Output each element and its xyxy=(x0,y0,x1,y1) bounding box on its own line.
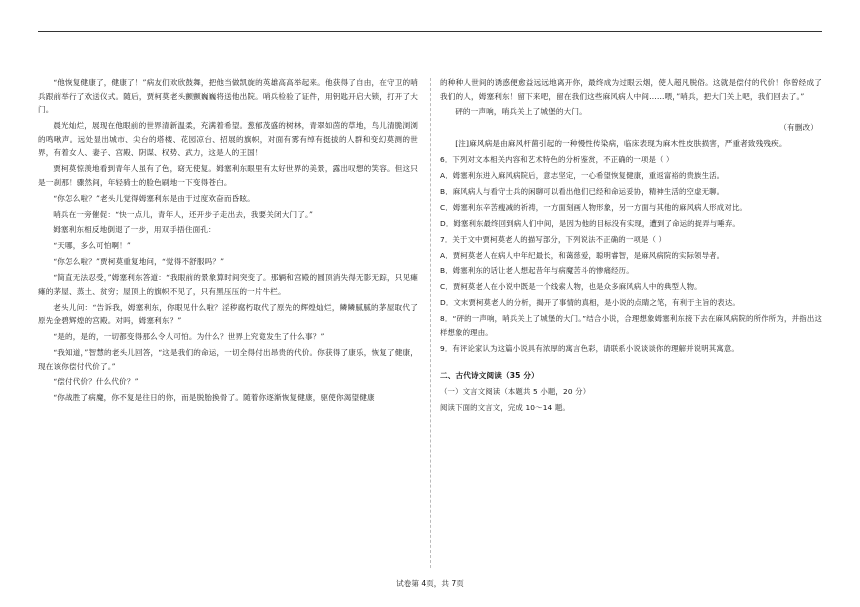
column-divider xyxy=(430,78,431,568)
question-6-stem: 6．下列对文本相关内容和艺术特色的分析鉴赏，不正确的一项是（ ） xyxy=(440,155,674,165)
question-9: 9．有评论家认为这篇小说具有浓厚的寓言色彩，请联系小说谈谈你的理解并说明其寓意。 xyxy=(440,343,739,353)
question-7-option-b: B．姆塞利东的话让老人想起昔年与病魔苦斗的惨痛经历。 xyxy=(440,266,634,276)
question-7-stem: 7．关于文中贾柯莫老人的描写部分，下列说法不正确的一项是（ ） xyxy=(440,234,667,244)
page-footer: 试卷第 4页，共 7页 xyxy=(396,579,464,588)
paragraph: “你战胜了病魔，你不复是往日的你，而是脱胎换骨了。随着你逐渐恢复健康，驱使你渴望健康 xyxy=(53,393,375,403)
question-6-option-c: C．姆塞利东辛苦瘦减的祈祷，一方面刻画人物形象，另一方面与其他的麻风病人形成对比。 xyxy=(440,202,747,212)
paragraph: “简直无法忍受，”姆塞利东答道：“我眼前的景象算时间突变了。那辆和宫殿的圆顶消失得无影无踪，只见瘫瘫的茅屋、蒸土、贫穷；屋顶上的旗帜不见了，只有黑压压的一片牛栏。 xyxy=(38,273,418,296)
question-6-option-b: B．麻风病人与看守士兵的闲聊可以看出他们已经和命运妥协，精神生活的空虚无聊。 xyxy=(440,186,725,196)
paragraph: “你怎么啦？”贾柯莫重复地问，“觉得不舒服吗？” xyxy=(53,257,225,267)
question-7-option-c: C．贾柯莫老人在小说中既是一个线索人物，也是众多麻风病人中的典型人物。 xyxy=(440,282,702,292)
question-6-option-d: D．姆塞利东最终回到病人们中间，是因为他的目标没有实现，遭到了命运的捉弄与唾弃。 xyxy=(440,218,740,228)
header-rule xyxy=(38,31,822,32)
footnote: [注]麻风病是由麻风杆菌引起的一种慢性传染病，临床表现为麻木性皮肤损害，严重者致残残疾。 xyxy=(455,139,787,149)
section-title: 二、古代诗文阅读（35 分） xyxy=(440,371,539,381)
paragraph: “他恢复健康了，健康了！”病友们欢欣鼓舞，把他当做凯旋的英雄高高举起来。他获得了自由，在守卫的哨兵跟前举行了欢送仪式。随后，贾柯莫老头颤颤巍巍将送他出院。哨兵检验了证件，用钥匙开启大锁，打开了大门。 xyxy=(38,78,418,115)
paragraph: 的种种人世间的诱惑便愈益远远地离开你，最终成为过眼云烟，使人超凡脱俗。这就是偿付的代价！你曾经成了我们的人，姆塞利东！留下来吧，留在我们这些麻风病人中间……喂，”哨兵，把大门关上吧，我们回去了。” xyxy=(440,78,822,101)
paragraph: “我知道，”智慧的老头儿回答，“这是我们的命运，一切全得付出昂贵的代价。你获得了康乐，恢复了健康，现在该你偿付代价了。” xyxy=(38,347,418,371)
left-column xyxy=(38,76,418,407)
paragraph: 砰的一声响，哨兵关上了城堡的大门。 xyxy=(455,107,587,117)
question-6-option-a: A．姆塞利东进入麻风病院后，意志坚定，一心希望恢复健康，重返富裕的贵族生活。 xyxy=(440,171,725,181)
paragraph: “天哪，多么可怕啊！” xyxy=(53,241,131,251)
paragraph: 贾柯莫惊羡地看到青年人虽有了色，窈无使复。姆塞利东眼里有太好世界的美景，露出叹想的笑容。但这只是一刹那！骤然间，年轻骑士的脸色刷地一下变得苍白。 xyxy=(38,164,418,187)
paragraph: 哨兵在一旁催促：“快一点儿，青年人，还开步子走出去，我要关闭大门了。” xyxy=(53,209,313,219)
reading-instruction: 阅读下面的文言文，完成 10～14 题。 xyxy=(440,402,570,412)
paragraph: 老头儿问：“告诉我，姆塞利东，你眼见什么啦？淫秽腐朽取代了原先的辉煌灿烂，鳞鳞腻腻的茅屋取代了原先金碧辉煌的宫殿。对吗，姆塞利东？” xyxy=(38,302,418,326)
right-column xyxy=(440,76,822,417)
question-7-option-d: D．文末贾柯莫老人的分析，揭开了事情的真相，是小说的点睛之笔，有利于主旨的表达。 xyxy=(440,298,740,308)
source-note: （有删改） xyxy=(779,123,818,133)
paragraph: “你怎么啦？”老头儿觉得姆塞利东是由于过度欢奋而昏眩。 xyxy=(53,193,255,203)
paragraph: “是的，是的，一切都变得那么令人可怕。为什么？世界上究竟发生了什么事？” xyxy=(53,332,325,342)
paragraph: 晨光灿烂，展现在他眼前的世界清新温柔，充满着希望。葱郁茂盛的树林，青翠如茵的草地，鸟儿清脆浏浏的鸣啾声。远处显出城市、尖台的塔楼、花园凉台、招展的旗帜，对面有雾有绰有挺拔的人群和变幻莫测的世界，有着女人、妻子、宫殿、阴谋、权势、武力，这是人的王国！ xyxy=(38,121,418,158)
subsection-title: （一）文言文阅读（本题共 5 小题，20 分） xyxy=(440,387,591,397)
question-8: 8．“砰的一声响，哨兵关上了城堡的大门。”结合小说，合理想象姆塞利东接下去在麻风病院的所作所为，并指出这样想象的理由。 xyxy=(440,314,822,337)
paragraph: “偿付代价？什么代价？” xyxy=(53,377,139,387)
question-7-option-a: A．贾柯莫老人在病人中年纪最长，和蔼慈爱，聪明睿智，是麻风病院的实际领导者。 xyxy=(440,250,725,260)
paragraph: 姆塞利东相反地倒退了一步，用双手捂住面孔： xyxy=(53,225,216,235)
